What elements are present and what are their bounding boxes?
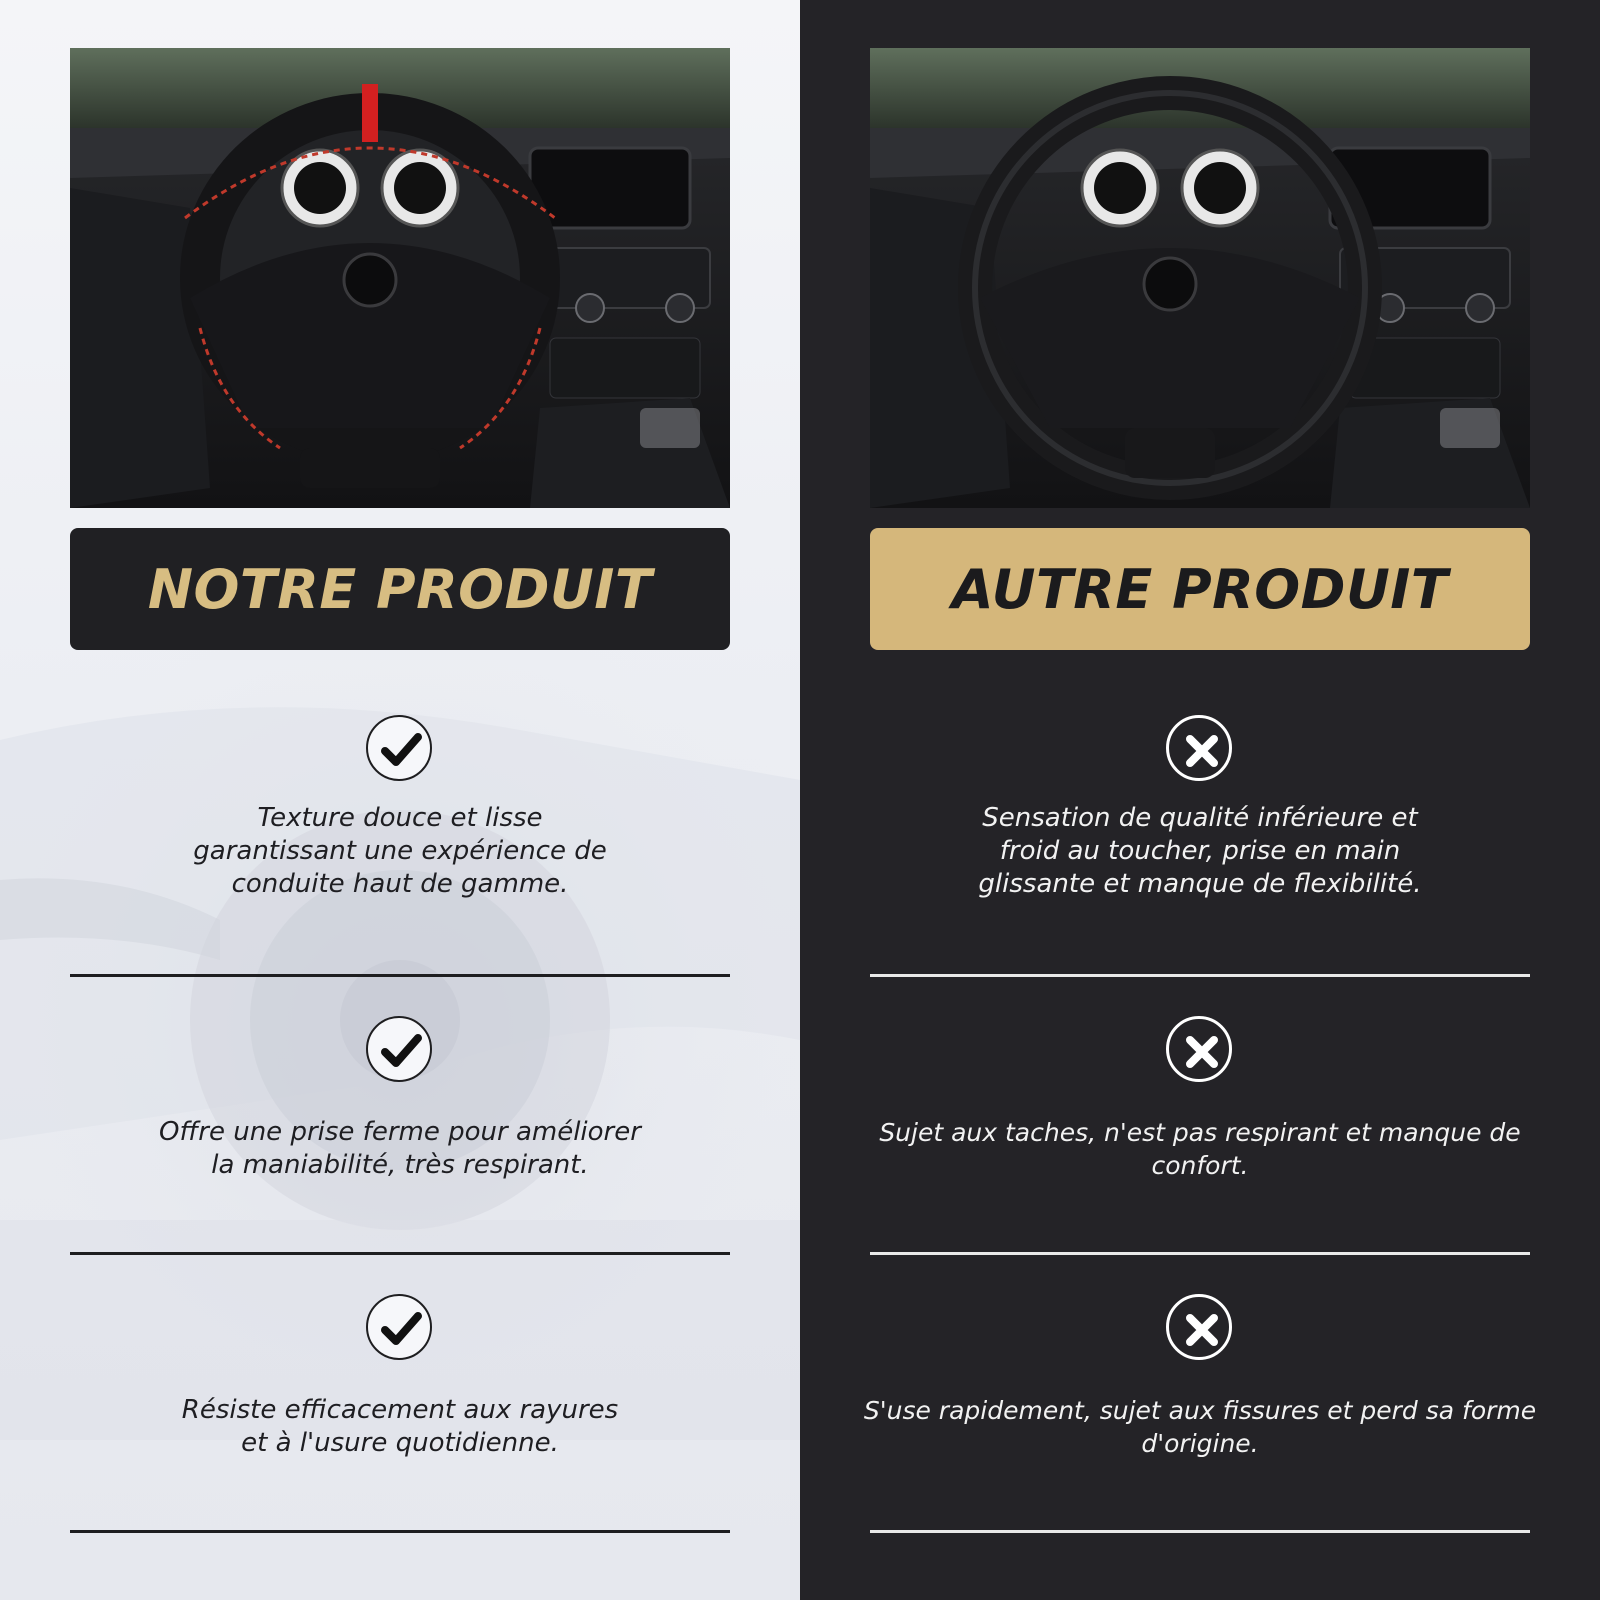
check-icon [366, 715, 432, 781]
feature-text: S'use rapidement, sujet aux fissures et perd sa forme d'origine. [863, 1396, 1537, 1458]
feature-text: Sujet aux taches, n'est pas respirant et manque de confort. [879, 1118, 1521, 1180]
divider [70, 974, 730, 977]
feature-text: Sensation de qualité inférieure et froid au toucher, prise en main glissante et manque de flexibilité. [978, 803, 1422, 899]
divider [70, 1252, 730, 1255]
other-product-heading: AUTRE PRODUIT [951, 557, 1449, 621]
divider [870, 1252, 1530, 1255]
feature-text: Offre une prise ferme pour améliorer la maniabilité, très respirant. [159, 1117, 641, 1180]
divider [870, 974, 1530, 977]
other-product-heading-banner [870, 528, 1530, 650]
our-product-heading: NOTRE PRODUIT [147, 557, 653, 621]
feature-text: Texture douce et lisse garantissant une expérience de conduite haut de gamme. [193, 803, 607, 899]
other-product-column [800, 0, 1600, 1600]
cross-icon [1166, 715, 1232, 781]
other-steering-wheel-photo [870, 48, 1530, 508]
divider [870, 1530, 1530, 1533]
check-icon [366, 1294, 432, 1360]
our-product-heading-banner [70, 528, 730, 650]
our-steering-wheel-photo [70, 48, 730, 508]
cross-icon [1166, 1016, 1232, 1082]
feature-text: Résiste efficacement aux rayures et à l'usure quotidienne. [181, 1395, 619, 1458]
check-icon [366, 1016, 432, 1082]
divider [70, 1530, 730, 1533]
cross-icon [1166, 1294, 1232, 1360]
